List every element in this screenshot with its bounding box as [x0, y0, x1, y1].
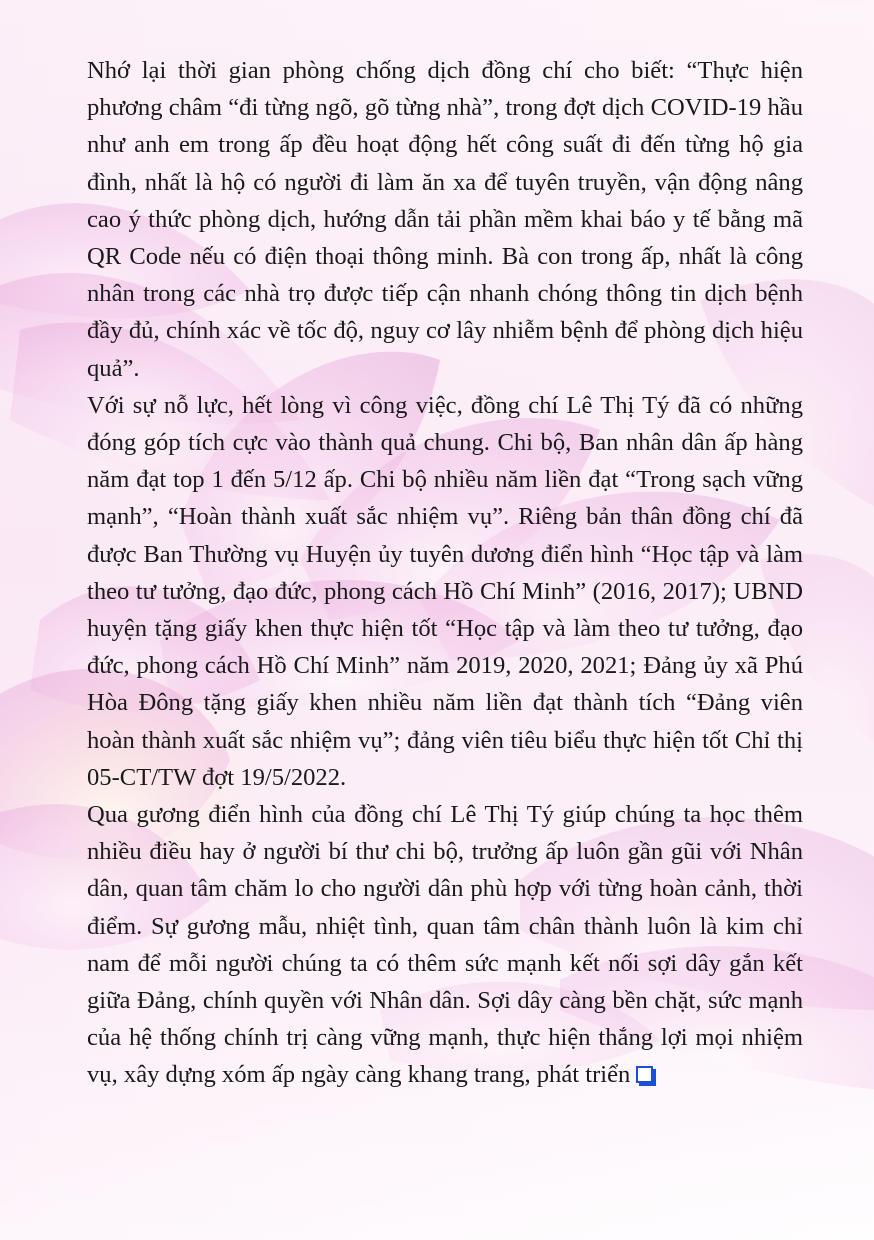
- paragraph-1: [87, 52, 803, 387]
- paragraph-2: [87, 387, 803, 796]
- ballot-box-icon: [636, 1066, 653, 1083]
- paragraph-3-text: Qua gương điển hình của đồng chí Lê Thị Tý giúp chúng ta học thêm nhiều điều hay ở người bí thư chi bộ, trưởng ấp luôn gần gũi với Nhân dân, quan tâm chăm lo cho người dân phù hợp với từng hoàn cảnh, thời điểm. Sự gương mẫu, nhiệt tình, quan tâm chân thành luôn là kim chỉ nam để mỗi người chúng ta có thêm sức mạnh kết nối sợi dây gắn kết giữa Đảng, chính quyền với Nhân dân. Sợi dây càng bền chặt, sức mạnh của hệ thống chính trị càng vững mạnh, thực hiện thắng lợi mọi nhiệm vụ, xây dựng xóm ấp ngày càng khang trang, phát triển: [87, 801, 803, 1089]
- paragraph-1-text: Nhớ lại thời gian phòng chống dịch đồng chí cho biết: “Thực hiện phương châm “đi từng ngõ, gõ từng nhà”, trong đợt dịch COVID-19 hầu như anh em trong ấp đều hoạt động hết công suất đi đến từng hộ gia đình, nhất là hộ có người đi làm ăn xa để tuyên truyền, vận động nâng cao ý thức phòng dịch, hướng dẫn tải phần mềm khai báo y tế bằng mã QR Code nếu có điện thoại thông minh. Bà con trong ấp, nhất là công nhân trong các nhà trọ được tiếp cận nhanh chóng thông tin dịch bệnh đầy đủ, chính xác về tốc độ, nguy cơ lây nhiễm bệnh để phòng dịch hiệu quả”.: [87, 57, 803, 382]
- paragraph-3: [87, 796, 803, 1094]
- article-body: [87, 52, 803, 1094]
- paragraph-2-text: Với sự nỗ lực, hết lòng vì công việc, đồng chí Lê Thị Tý đã có những đóng góp tích cực vào thành quả chung. Chi bộ, Ban nhân dân ấp hàng năm đạt top 1 đến 5/12 ấp. Chi bộ nhiều năm liền đạt “Trong sạch vững mạnh”, “Hoàn thành xuất sắc nhiệm vụ”. Riêng bản thân đồng chí đã được Ban Thường vụ Huyện ủy tuyên dương điển hình “Học tập và làm theo tư tưởng, đạo đức, phong cách Hồ Chí Minh” (2016, 2017); UBND huyện tặng giấy khen thực hiện tốt “Học tập và làm theo tư tưởng, đạo đức, phong cách Hồ Chí Minh” năm 2019, 2020, 2021; Đảng ủy xã Phú Hòa Đông tặng giấy khen nhiều năm liền đạt thành tích “Đảng viên hoàn thành xuất sắc nhiệm vụ”; đảng viên tiêu biểu thực hiện tốt Chỉ thị 05-CT/TW đợt 19/5/2022.: [87, 391, 803, 791]
